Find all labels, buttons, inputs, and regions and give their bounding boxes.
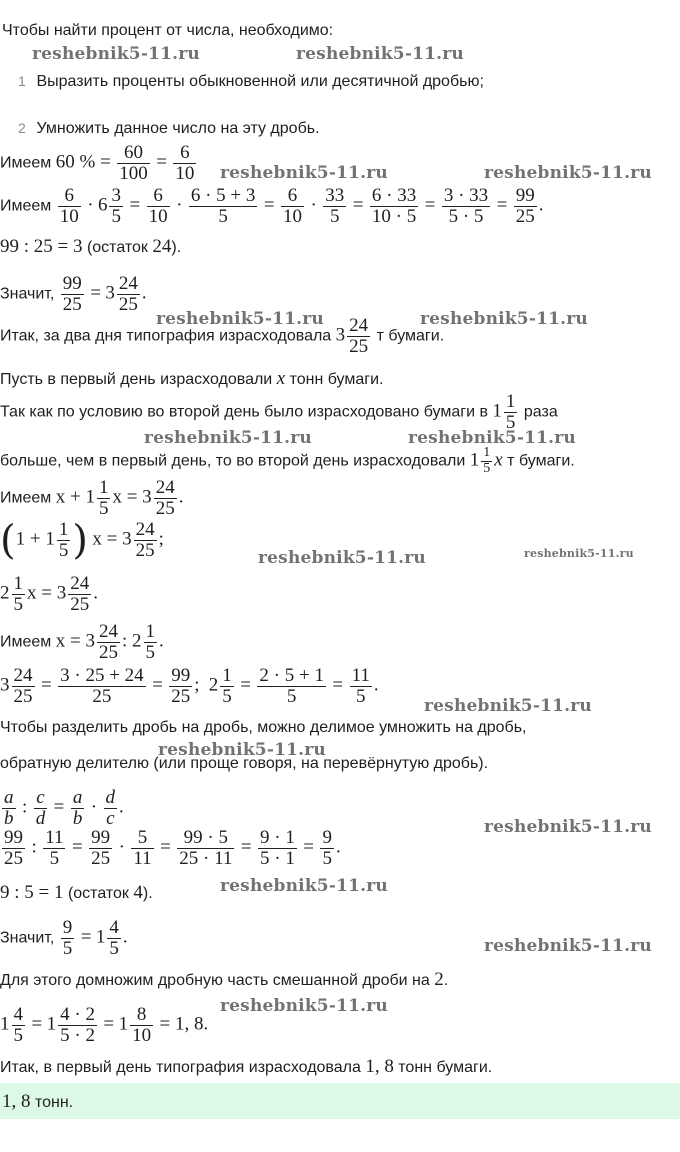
watermark: reshebnik5-11.ru [156,309,324,329]
whole-part: 6 [97,194,108,216]
label-remainder: (остаток [67,885,129,902]
text-condition: Так как по условию во второй день было израсходовано бумаги в [0,403,488,421]
line-division-1: 99 : 25 = 3 (остаток 24). [0,236,182,257]
fraction: $\frac{24}{25}$ [13,665,33,707]
line-condition-2 [0,446,680,476]
fraction: $\frac{1}{5}$ [13,573,23,615]
fraction: $\frac{6}{10}$ [175,142,195,184]
fraction: $\frac{a}{b}$ [4,787,14,829]
fraction: $\frac{24}{25}$ [98,621,118,663]
line-equation-2: (1 + 1 $\frac{1}{5}$ ) x = 3 $\frac{24}{25}$ ; [0,517,164,564]
line-mult-frac: Для этого домножим дробную часть смешанной дроби на 2. [0,969,449,990]
line-calc: $\frac{99}{25}$ : $\frac{11}{5}$ = $\frac{99}{25}$ · $\frac{5}{11}$ = $\frac{99 \cdot 5}{25 \cdot 11}$ = $\frac{9 \cdot 1}{5 \cdot 1}$ = $\frac{9}{5}$ . [4,827,341,869]
fraction: $\frac{99}{25}$ [171,665,191,707]
label-imeem: Имеем [0,154,52,172]
fraction: $\frac{99}{25}$ [62,273,82,315]
fraction: $\frac{4}{5}$ [13,1004,23,1046]
line-decimal: 1 $\frac{4}{5}$ = 1 $\frac{4 \cdot 2}{5 \cdot 2}$ = 1 $\frac{8}{10}$ = 1, 8. [0,1004,209,1046]
fraction: $\frac{5}{11}$ [133,827,152,869]
fraction: $\frac{1}{5}$ [505,391,516,433]
fraction: $\frac{3 \cdot 25 + 24}{25}$ [60,665,144,707]
fraction: $\frac{1}{5}$ [98,477,109,519]
whole-part: 1 [95,926,106,948]
intro-text: Чтобы найти процент от числа, необходимо: [2,22,334,39]
watermark: reshebnik5-11.ru [408,428,576,448]
remainder-value: 24 [152,236,172,257]
text-condition-end: раза [523,403,558,421]
answer-unit: тонн. [34,1094,74,1111]
fraction: $\frac{11}{5}$ [45,827,64,869]
watermark: reshebnik5-11.ru [158,740,326,760]
fraction: $\frac{2 \cdot 5 + 1}{5}$ [259,665,324,707]
fraction: $\frac{4}{5}$ [109,917,119,959]
label-znachit: Значит, [0,929,55,947]
label-znachit: Значит, [0,285,55,303]
text-unit: т бумаги. [376,327,445,345]
watermark: reshebnik5-11.ru [484,817,652,837]
fraction: $\frac{9 \cdot 1}{5 \cdot 1}$ [260,827,295,869]
whole-part: 3 [105,282,115,304]
watermark: reshebnik5-11.ru [220,876,388,896]
watermark: reshebnik5-11.ru [524,547,634,560]
line-equation-1: Имеем x + 1 $\frac{1}{5}$ x = 3 $\frac{24}{25}$ . [0,477,184,519]
watermark: reshebnik5-11.ru [220,163,388,183]
fraction: $\frac{99}{25}$ [91,827,111,869]
fraction: $\frac{24}{25}$ [349,315,369,357]
step-text: Выразить проценты обыкновенной или десятичной дробью; [36,73,484,90]
fraction: $\frac{60}{100}$ [119,142,148,184]
line-condition-1 [0,392,680,433]
line-let-x [0,368,680,390]
whole-part: 2 [0,582,10,604]
watermark: reshebnik5-11.ru [258,548,426,568]
math-expr: : 2 [121,630,142,652]
math-expr: x = 3 [112,486,152,508]
step-number: 1 [18,73,26,89]
text-two-days: Итак, за два дня типография израсходовала [0,327,332,345]
line-division-2: 9 : 5 = 1 (остаток 4). [0,882,153,903]
whole-part: 3 [335,324,346,346]
line-znachit-1: Значит, $\frac{99}{25}$ = 3 $\frac{24}{25}$ . [0,273,147,315]
remainder-value: 4 [133,882,143,903]
watermark: reshebnik5-11.ru [420,309,588,329]
text-condition: больше, чем в первый день, то во второй день израсходовали [0,452,466,470]
math-two: 2 [434,969,444,990]
watermark: reshebnik5-11.ru [424,696,592,716]
line-rule: $\frac{a}{b}$ : $\frac{c}{d}$ = $\frac{a}{b}$ · $\frac{d}{c}$ . [4,787,124,829]
text-final: Итак, в первый день типография израсходовала [0,1059,361,1076]
math-expr: x = 3 [92,528,132,550]
label-imeem: Имеем [0,489,52,507]
answer-value: 1, 8 [2,1091,31,1112]
step-text: Умножить данное число на эту дробь. [36,120,320,137]
text-mult-frac: Для этого домножим дробную часть смешанной дроби на [0,972,430,989]
line-percent: Имеем 60 % = $\frac{60}{100}$ = $\frac{6}{10}$ [0,142,195,184]
fraction: $\frac{6 \cdot 33}{10 \cdot 5}$ [371,185,417,227]
label-remainder: (остаток [86,239,148,256]
text-final-end: тонн бумаги. [398,1059,493,1076]
text-first-day-end: тонн бумаги. [289,371,384,388]
math-pct: 60 % = [55,151,111,173]
math-division: 99 : 25 = 3 [0,236,83,257]
fraction: $\frac{6}{10}$ [283,185,303,227]
fraction: $\frac{1}{5}$ [145,621,155,663]
fraction: $\frac{6}{10}$ [148,185,168,227]
fraction: $\frac{1}{5}$ [222,665,232,707]
fraction: $\frac{99}{25}$ [4,827,23,869]
fraction: $\frac{3 \cdot 33}{5 \cdot 5}$ [443,185,489,227]
whole-part: 2 [208,674,219,696]
whole-part: 1 [469,449,480,471]
var-x: x [494,449,503,471]
text-divide-2: обратную делителю (или проще говоря, на перевёрнутую дробь). [0,755,489,772]
watermark: reshebnik5-11.ru [220,996,388,1016]
answer-box [0,1083,680,1119]
fraction: $\frac{24}{25}$ [70,573,90,615]
final-value: 1, 8 [365,1056,394,1077]
watermark: reshebnik5-11.ru [484,936,652,956]
math-expr: x = 3 [27,582,67,604]
whole-part: 1 [0,1013,10,1035]
fraction: $\frac{24}{25}$ [135,519,155,561]
whole-part: 1 [46,1013,57,1035]
fraction: $\frac{6 \cdot 5 + 3}{5}$ [190,185,256,227]
step-1 [18,73,680,91]
text-divide-1: Чтобы разделить дробь на дробь, можно делимое умножить на дробь, [0,719,527,736]
whole-part: 1 [118,1013,129,1035]
fraction: $\frac{9}{5}$ [322,827,332,869]
fraction: $\frac{11}{5}$ [351,665,370,707]
watermark: reshebnik5-11.ru [32,44,200,64]
whole-part: 3 [0,674,10,696]
var-x: x [276,368,286,389]
fraction: $\frac{6}{10}$ [59,185,79,227]
fraction: $\frac{9}{5}$ [62,917,73,959]
watermark: reshebnik5-11.ru [484,163,652,183]
line-znachit-2: Значит, $\frac{9}{5}$ = 1 $\frac{4}{5}$ . [0,917,128,959]
fraction: $\frac{33}{5}$ [325,185,345,227]
fraction: $\frac{99}{25}$ [515,185,535,227]
fraction: $\frac{a}{b}$ [72,787,83,829]
line-equation-4: Имеем x = 3 $\frac{24}{25}$ : 2 $\frac{1}{5}$ . [0,621,164,663]
label-imeem: Имеем [0,633,52,651]
label-imeem: Имеем [0,197,52,215]
text-first-day: Пусть в первый день израсходовали [0,371,273,388]
fraction: $\frac{c}{d}$ [35,787,46,829]
fraction: $\frac{3}{5}$ [111,185,121,227]
line-final [0,1056,680,1078]
fraction: $\frac{4 \cdot 2}{5 \cdot 2}$ [60,1004,95,1046]
fraction: $\frac{1}{5}$ [483,445,491,476]
math-expr: x + 1 [55,486,95,508]
fraction: $\frac{8}{10}$ [132,1004,152,1046]
line-conversions: 3 $\frac{24}{25}$ = $\frac{3 \cdot 25 + 24}{25}$ = $\frac{99}{25}$ ; 2 $\frac{1}{5}$ = $\frac{2 \cdot 5 + 1}{5}$ = $\frac{11}{5}$ . [0,665,379,707]
fraction: $\frac{99 \cdot 5}{25 \cdot 11}$ [179,827,233,869]
line-multiply: Имеем $\frac{6}{10}$ · 6 $\frac{3}{5}$ = $\frac{6}{10}$ · $\frac{6 \cdot 5 + 3}{5}$ = $\frac{6}{10}$ · $\frac{33}{5}$ = $\frac{6 \cdot 33}{10 \cdot 5}$ = $\frac{3 \cdot 33}{5 \cdot 5}$ = $\frac{99}{25}$ . [0,185,544,227]
math-expr: x = 3 [55,630,95,652]
step-2 [18,120,680,138]
fraction: $\frac{d}{c}$ [105,787,116,829]
fraction: $\frac{24}{25}$ [155,477,175,519]
fraction: $\frac{24}{25}$ [118,273,138,315]
whole-part: 1 [492,400,502,422]
text-condition-end: т бумаги. [507,452,575,470]
math-expr: 1 + 1 [15,528,55,550]
math-result: = 1, 8. [159,1013,209,1035]
line-equation-3: 2 $\frac{1}{5}$ x = 3 $\frac{24}{25}$ . [0,573,98,615]
watermark: reshebnik5-11.ru [144,428,312,448]
step-number: 2 [18,120,26,136]
math-division: 9 : 5 = 1 [0,882,64,903]
fraction: $\frac{1}{5}$ [58,519,69,561]
watermark: reshebnik5-11.ru [296,44,464,64]
